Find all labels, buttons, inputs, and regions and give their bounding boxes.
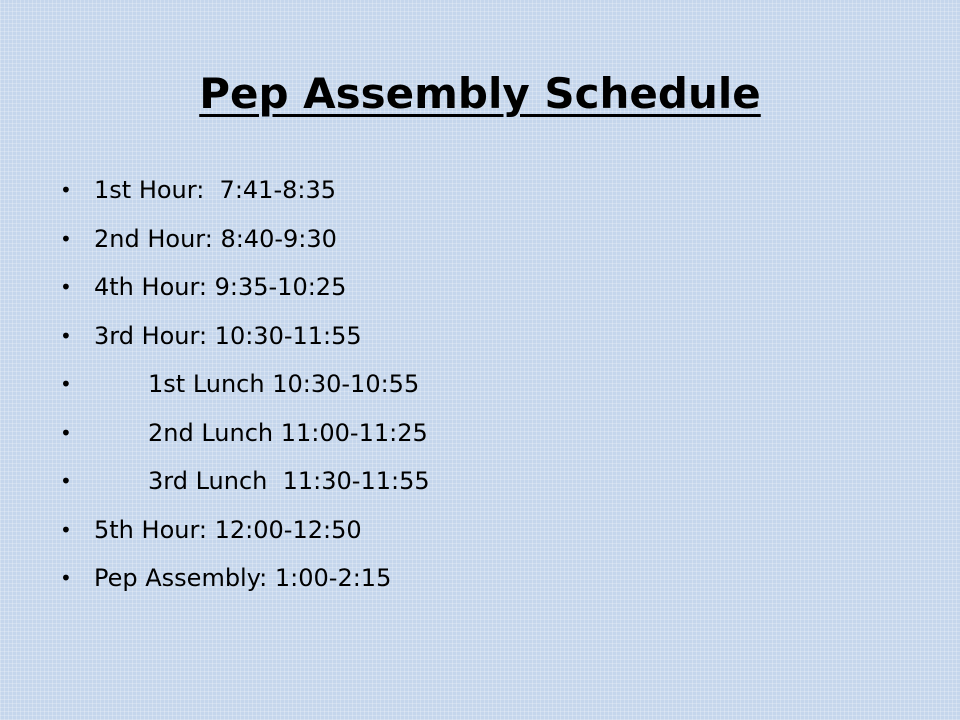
schedule-item-text: 1st Hour: 7:41-8:35: [94, 176, 336, 204]
schedule-item-text: 3rd Lunch 11:30-11:55: [148, 467, 430, 495]
bullet-icon: •: [60, 469, 72, 493]
schedule-item-text: 5th Hour: 12:00-12:50: [94, 515, 362, 544]
bullet-icon: •: [60, 323, 72, 348]
schedule-item-1st-hour: [60, 166, 920, 215]
bullet-icon: •: [60, 226, 72, 251]
schedule-list: [60, 166, 920, 603]
bullet-icon: •: [60, 275, 72, 299]
schedule-item-5th-hour: [60, 506, 920, 555]
schedule-item-4th-hour: [60, 263, 920, 312]
schedule-item-text: 1st Lunch 10:30-10:55: [148, 370, 420, 398]
schedule-item-2nd-lunch: [60, 409, 920, 458]
schedule-item-1st-lunch: [60, 360, 920, 409]
bullet-icon: •: [60, 372, 72, 396]
schedule-item-text: 2nd Lunch 11:00-11:25: [148, 418, 428, 447]
schedule-item-3rd-lunch: [60, 457, 920, 506]
schedule-item-text: 3rd Hour: 10:30-11:55: [94, 321, 362, 350]
schedule-item-3rd-hour: [60, 312, 920, 361]
bullet-icon: •: [60, 517, 72, 542]
schedule-item-text: 2nd Hour: 8:40-9:30: [94, 224, 337, 253]
bullet-icon: •: [60, 420, 72, 445]
schedule-item-text: Pep Assembly: 1:00-2:15: [94, 564, 392, 592]
bullet-icon: •: [60, 566, 72, 590]
schedule-item-text: 4th Hour: 9:35-10:25: [94, 273, 347, 301]
schedule-item-2nd-hour: [60, 215, 920, 264]
slide-title: Pep Assembly Schedule: [199, 69, 761, 118]
schedule-item-pep-assembly: [60, 554, 920, 603]
bullet-icon: •: [60, 178, 72, 202]
